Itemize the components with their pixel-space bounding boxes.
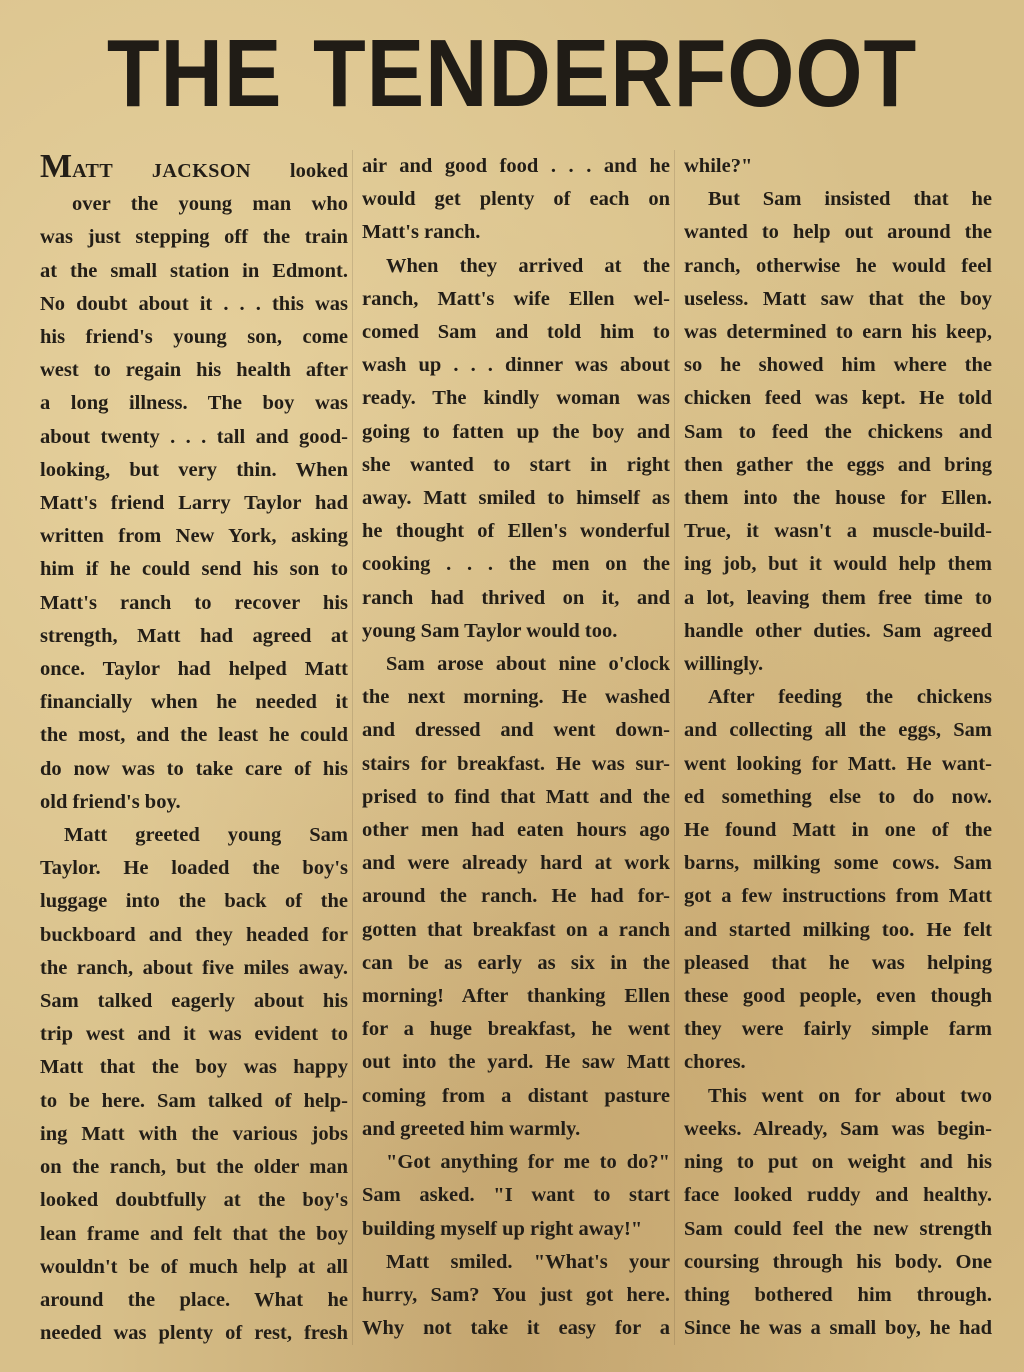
- story-line: Matt's ranch.: [362, 221, 481, 244]
- story-line: going to fatten up the boy and: [362, 420, 670, 443]
- story-line: them into the house for Ellen.: [684, 487, 992, 510]
- story-line: would get plenty of each on: [362, 188, 670, 211]
- text-column-1: [40, 150, 348, 1350]
- story-line: away. Matt smiled to himself as: [362, 487, 670, 510]
- story-line: other men had eaten hours ago: [362, 819, 670, 842]
- story-title: [51, 14, 973, 134]
- story-line: trip west and it was evident to: [40, 1023, 348, 1046]
- story-line: and greeted him warmly.: [362, 1117, 581, 1140]
- story-line: lean frame and felt that the boy: [40, 1222, 348, 1245]
- story-line: and were already hard at work: [362, 852, 670, 875]
- story-line: ready. The kindly woman was: [362, 387, 670, 410]
- story-line: to be here. Sam talked of help-: [40, 1089, 348, 1112]
- story-line: ranch, otherwise he would feel: [684, 254, 992, 277]
- story-line: ing job, but it would help them: [684, 553, 992, 576]
- story-line: He found Matt in one of the: [684, 819, 992, 842]
- story-line: This went on for about two: [708, 1084, 992, 1107]
- text-column-2: [362, 150, 670, 1345]
- story-line: she wanted to start in right: [362, 453, 670, 476]
- story-line: a lot, leaving them free time to: [684, 586, 992, 609]
- story-line: west to regain his health after: [40, 359, 348, 382]
- story-line: old friend's boy.: [40, 790, 181, 813]
- story-line: wanted to help out around the: [684, 221, 992, 244]
- drop-cap: M: [40, 148, 73, 185]
- story-line: Sam talked eagerly about his: [40, 990, 348, 1013]
- title-word-1: THE: [106, 20, 283, 127]
- column-divider: [674, 150, 675, 1345]
- story-line: the ranch, about five miles away.: [40, 956, 348, 979]
- story-line: a long illness. The boy was: [40, 392, 348, 415]
- story-line: looking, but very thin. When: [40, 458, 348, 481]
- opening-caps: ATT JACKSON: [72, 160, 290, 182]
- story-line: "Got anything for me to do?": [386, 1151, 670, 1174]
- story-line: and collecting all the eggs, Sam: [684, 719, 992, 742]
- story-line: was just stepping off the train: [40, 226, 348, 249]
- story-opening-line: [40, 150, 348, 188]
- story-line: for a huge breakfast, he went: [362, 1018, 670, 1041]
- story-line: then gather the eggs and bring: [684, 453, 992, 476]
- story-line: got a few instructions from Matt: [684, 885, 992, 908]
- story-line: once. Taylor had helped Matt: [40, 658, 348, 681]
- story-line: No doubt about it . . . this was: [40, 292, 348, 315]
- story-line: buckboard and they headed for: [40, 923, 348, 946]
- story-line: needed was plenty of rest, fresh: [40, 1322, 348, 1345]
- story-line: Sam could feel the new strength: [684, 1217, 992, 1240]
- title-word-2: TENDERFOOT: [312, 20, 918, 127]
- story-line: on the ranch, but the older man: [40, 1156, 348, 1179]
- story-line: barns, milking some cows. Sam: [684, 852, 992, 875]
- story-line: hurry, Sam? You just got here.: [362, 1283, 670, 1306]
- story-line: looked doubtfully at the boy's: [40, 1189, 348, 1212]
- story-line: When they arrived at the: [386, 254, 670, 277]
- story-line: comed Sam and told him to: [362, 321, 670, 344]
- story-line: the next morning. He washed: [362, 686, 670, 709]
- story-line: went looking for Matt. He want-: [684, 752, 992, 775]
- story-line: was determined to earn his keep,: [684, 321, 992, 344]
- story-line: face looked ruddy and healthy.: [684, 1184, 992, 1207]
- story-line: chicken feed was kept. He told: [684, 387, 992, 410]
- story-line: ed something else to do now.: [684, 785, 992, 808]
- column-divider: [352, 150, 353, 1345]
- story-line: so he showed him where the: [684, 354, 992, 377]
- story-line: Matt that the boy was happy: [40, 1056, 348, 1079]
- story-line: luggage into the back of the: [40, 890, 348, 913]
- story-line: while?": [684, 155, 753, 177]
- text-column-3: [684, 150, 992, 1345]
- story-line: gotten that breakfast on a ranch: [362, 918, 670, 941]
- story-line: and dressed and went down-: [362, 719, 670, 742]
- story-line: and started milking too. He felt: [684, 918, 992, 941]
- story-line: over the young man who: [72, 193, 348, 216]
- story-line: useless. Matt saw that the boy: [684, 287, 992, 310]
- story-line: Taylor. He loaded the boy's: [40, 857, 348, 880]
- story-line: Since he was a small boy, he had: [684, 1317, 992, 1340]
- story-line: young Sam Taylor would too.: [362, 619, 618, 642]
- story-line: he thought of Ellen's wonderful: [362, 520, 670, 543]
- story-line: these good people, even though: [684, 985, 992, 1008]
- story-line: weeks. Already, Sam was begin-: [684, 1117, 992, 1140]
- story-line: handle other duties. Sam agreed: [684, 619, 992, 642]
- story-line: strength, Matt had agreed at: [40, 624, 348, 647]
- story-line: ranch, Matt's wife Ellen wel-: [362, 287, 670, 310]
- story-line: prised to find that Matt and the: [362, 785, 670, 808]
- story-line: at the small station in Edmont.: [40, 259, 348, 282]
- story-line: the most, and the least he could: [40, 724, 348, 747]
- story-line: air and good food . . . and he: [362, 155, 670, 177]
- story-line: coming from a distant pasture: [362, 1084, 670, 1107]
- story-line: wouldn't be of much help at all: [40, 1255, 348, 1278]
- story-line: willingly.: [684, 653, 764, 676]
- story-line: building myself up right away!": [362, 1217, 643, 1240]
- story-line: ing Matt with the various jobs: [40, 1122, 348, 1145]
- story-line: ning to put on weight and his: [684, 1151, 992, 1174]
- opening-rest: looked: [289, 160, 348, 182]
- story-line: about twenty . . . tall and good-: [40, 425, 348, 448]
- story-line: pleased that he was helping: [684, 951, 992, 974]
- story-line: Why not take it easy for a: [362, 1317, 670, 1340]
- story-line: But Sam insisted that he: [708, 188, 992, 211]
- story-line: do now was to take care of his: [40, 757, 348, 780]
- story-line: Matt's ranch to recover his: [40, 591, 348, 614]
- story-line: chores.: [684, 1051, 746, 1074]
- story-line: Matt smiled. "What's your: [386, 1250, 670, 1273]
- story-line: cooking . . . the men on the: [362, 553, 670, 576]
- story-line: Matt's friend Larry Taylor had: [40, 492, 348, 515]
- story-line: financially when he needed it: [40, 691, 348, 714]
- story-line: Sam to feed the chickens and: [684, 420, 992, 443]
- story-line: Sam arose about nine o'clock: [386, 653, 670, 676]
- story-line: morning! After thanking Ellen: [362, 985, 670, 1008]
- story-line: his friend's young son, come: [40, 326, 348, 349]
- story-line: stairs for breakfast. He was sur-: [362, 752, 670, 775]
- story-line: wash up . . . dinner was about: [362, 354, 670, 377]
- story-line: him if he could send his son to: [40, 558, 348, 581]
- story-line: Sam asked. "I want to start: [362, 1184, 670, 1207]
- story-line: True, it wasn't a muscle-build-: [684, 520, 992, 543]
- story-line: After feeding the chickens: [708, 686, 992, 709]
- story-line: written from New York, asking: [40, 525, 348, 548]
- story-line: around the ranch. He had for-: [362, 885, 670, 908]
- story-line: coursing through his body. One: [684, 1250, 992, 1273]
- story-line: they were fairly simple farm: [684, 1018, 992, 1041]
- story-line: Matt greeted young Sam: [64, 824, 348, 847]
- story-line: out into the yard. He saw Matt: [362, 1051, 670, 1074]
- story-line: can be as early as six in the: [362, 951, 670, 974]
- story-line: thing bothered him through.: [684, 1283, 992, 1306]
- story-line: around the place. What he: [40, 1288, 348, 1311]
- story-line: ranch had thrived on it, and: [362, 586, 670, 609]
